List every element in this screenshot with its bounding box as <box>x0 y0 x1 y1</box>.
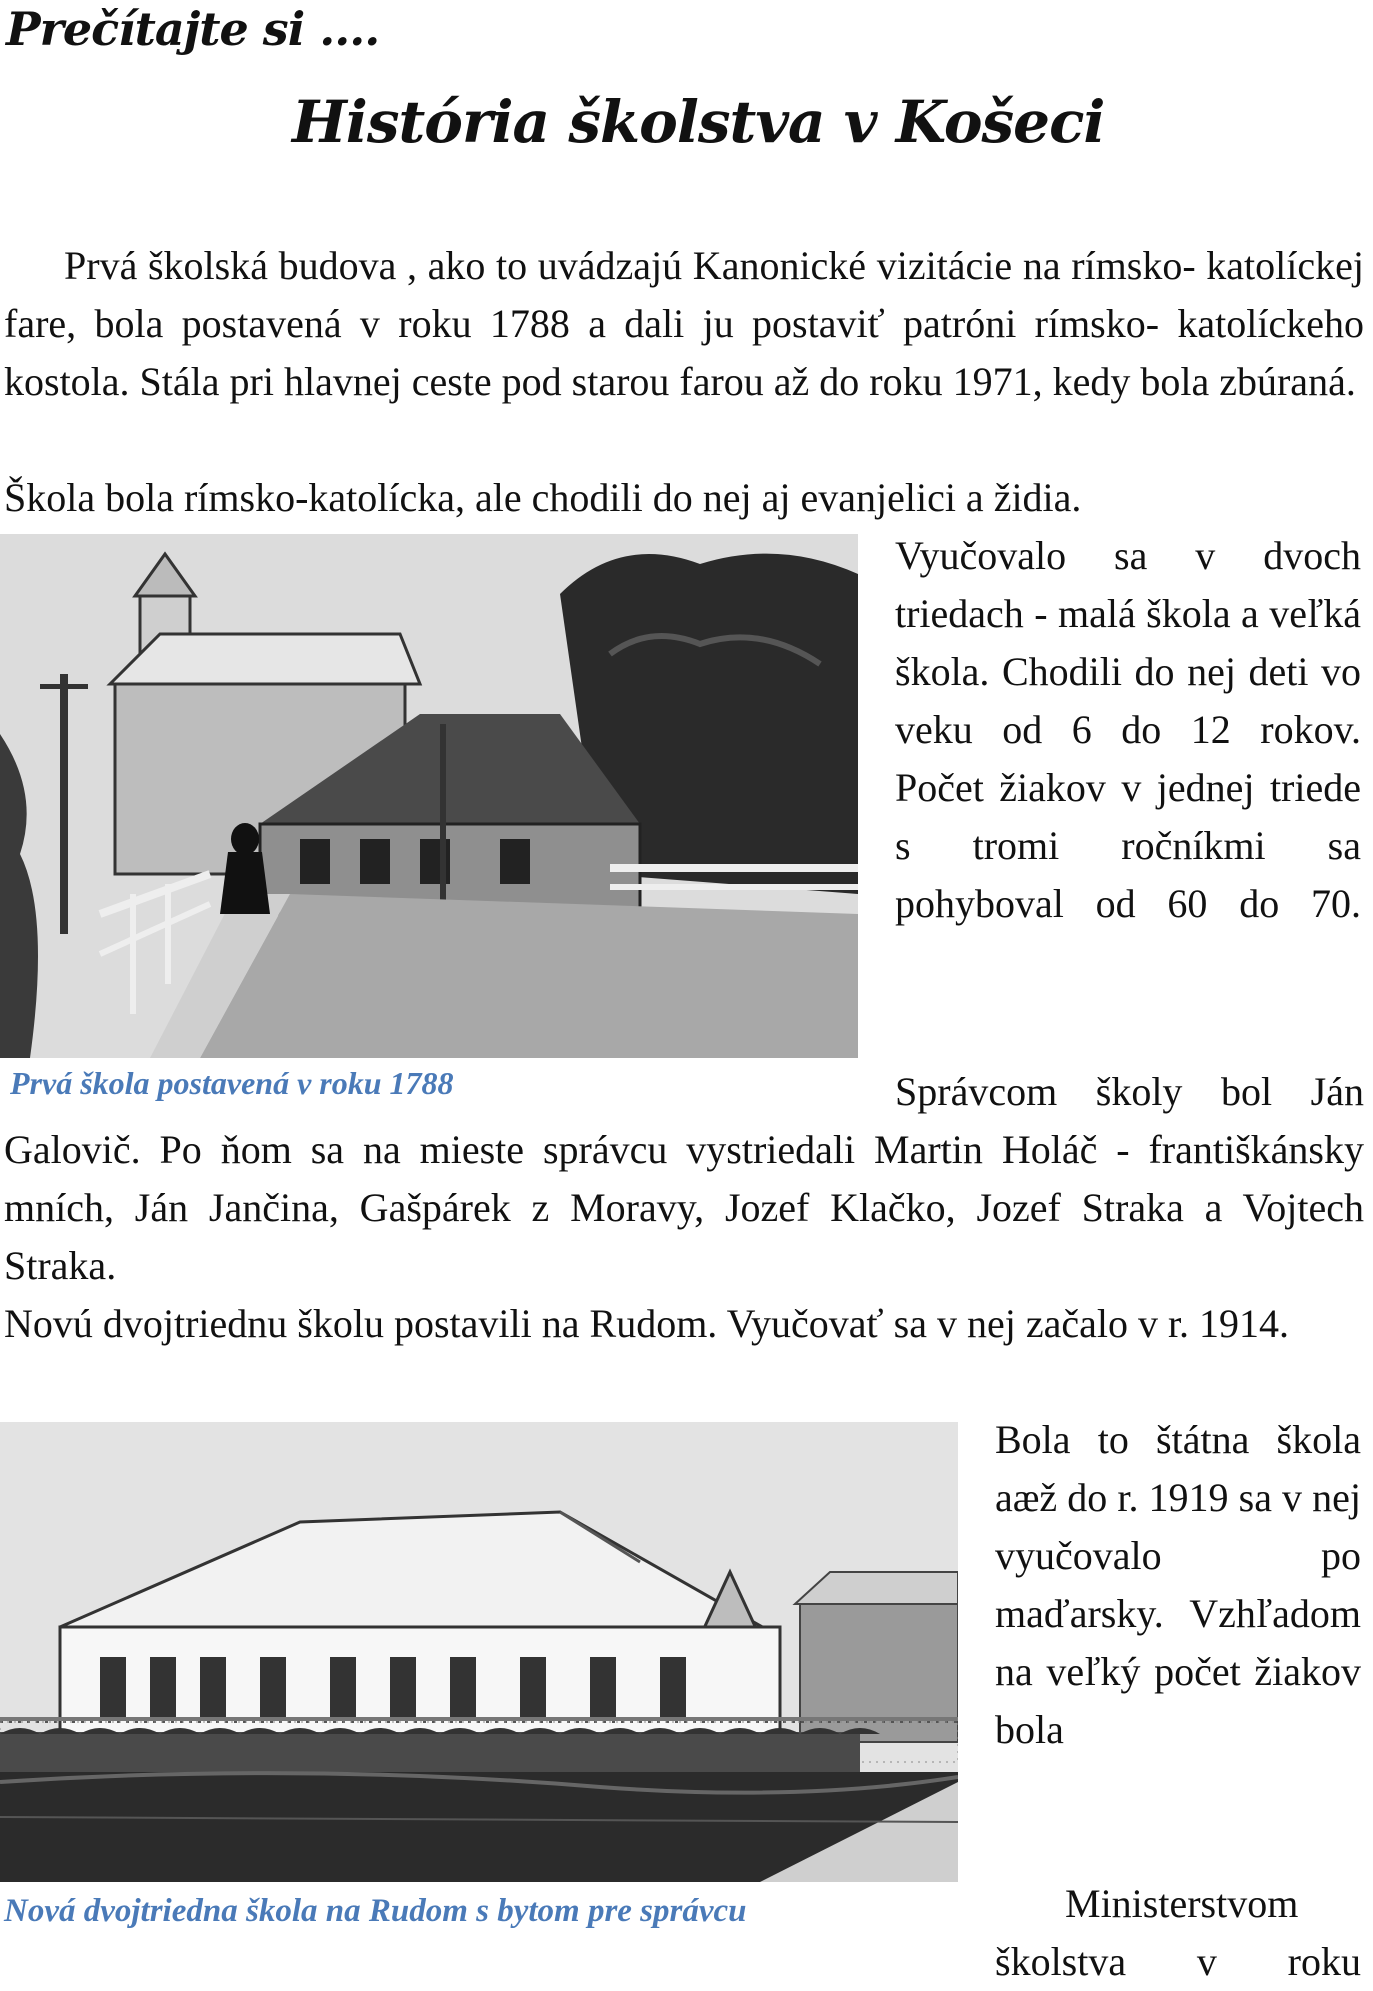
paragraph-first-school: Prvá školská budova , ako to uvádzajú Kanonické vizitácie na rímsko- katolíckej fare, bola postavená v roku 1788 a dali ju postaviť patróni rímsko- katolíckeho kostola. Stála pri hlavnej ceste pod starou farou až do roku 1971, kedy bola zbúraná. <box>4 243 1364 404</box>
photo-new-school-caption: Nová dvojtriedna škola na Rudom s bytom pre správcu <box>4 1893 747 1929</box>
paragraph-new-school: Novú dvojtriednu školu postavili na Rudom. Vyučovať sa v nej začalo v r. 1914. <box>4 1301 1290 1346</box>
paragraph-ministry: Ministerstvom školstva v roku <box>995 1881 1361 1984</box>
photo-new-school <box>0 1422 958 1882</box>
page-title: História školstva v Košeci <box>292 88 1105 156</box>
kicker-heading: Prečítajte si .... <box>6 2 380 56</box>
paragraph-state-school: Bola to štátna škola aæž do r. 1919 sa v nej vyučovalo po maďarsky. Vzhľadom na veľký počet žiakov bola <box>995 1417 1361 1752</box>
photo-first-school <box>0 534 858 1058</box>
first-school-illustration <box>0 534 858 1058</box>
paragraph-denominations: Škola bola rímsko-katolícka, ale chodili do nej aj evanjelici a židia. <box>4 475 1082 520</box>
paragraph-classes: Vyučovalo sa v dvoch triedach - malá škola a veľká škola. Chodili do nej deti vo veku od 6 do 12 rokov. Počet žiakov v jednej triede s tromi ročníkmi sa pohyboval od 60 do 70. <box>895 533 1361 926</box>
photo-first-school-caption: Prvá škola postavená v roku 1788 <box>10 1065 454 1101</box>
new-school-illustration <box>0 1422 958 1882</box>
paragraph-headmasters: Správcom školy bol Ján Galovič. Po ňom sa na mieste správcu vystriedali Martin Holáč - františkánsky mních, Ján Jančina, Gašpárek z Moravy, Jozef Klačko, Jozef Straka a Vojtech Straka. <box>4 1069 1364 1288</box>
